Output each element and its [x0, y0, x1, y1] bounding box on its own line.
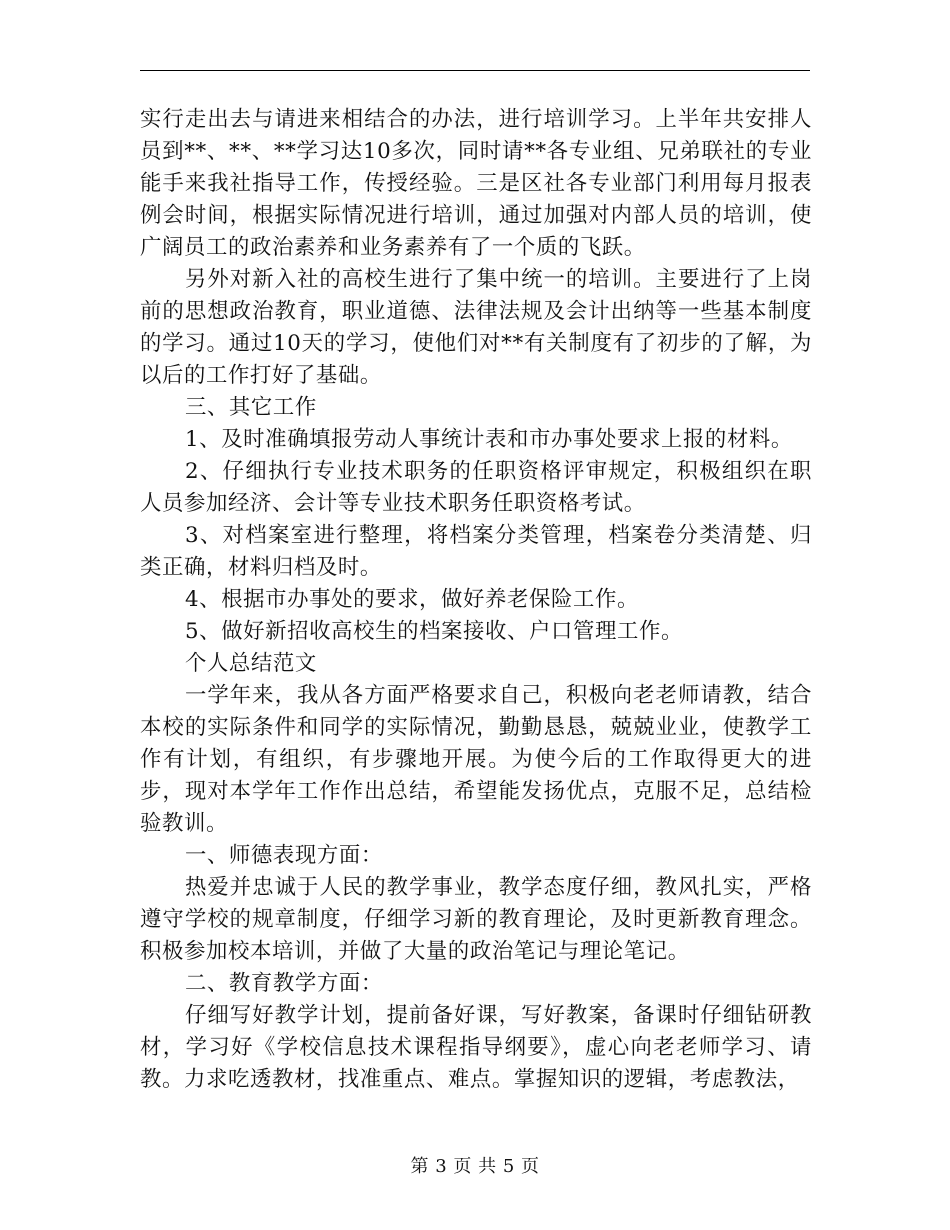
paragraph: 1、及时准确填报劳动人事统计表和市办事处要求上报的材料。 [184, 427, 793, 452]
paragraph: 一、师德表现方面： [184, 843, 383, 868]
body-text [140, 104, 812, 1096]
paragraph: 个人总结范文 [184, 651, 317, 676]
paragraph: 仔细写好教学计划，提前备好课，写好教案，备课时仔细钻研教材，学习好《学校信息技术课程指导纲要》，虚心向老老师学习、请教。力求吃透教材，找准重点、难点。掌握知识的逻辑，考虑教法， [140, 1003, 812, 1092]
page-footer: 第 3 页 共 5 页 [410, 1156, 540, 1177]
paragraph: 5、做好新招收高校生的档案接收、户口管理工作。 [184, 619, 683, 644]
paragraph: 3、对档案室进行整理，将档案分类管理，档案卷分类清楚、归类正确，材料归档及时。 [140, 523, 812, 580]
paragraph: 2、仔细执行专业技术职务的任职资格评审规定，积极组织在职人员参加经济、会计等专业技术职务任职资格考试。 [140, 459, 812, 516]
paragraph: 另外对新入社的高校生进行了集中统一的培训。主要进行了上岗前的思想政治教育，职业道德、法律法规及会计出纳等一些基本制度的学习。通过10天的学习，使他们对**有关制度有了初步的了解，为以后的工作打好了基础。 [140, 267, 812, 388]
paragraph: 三、其它工作 [184, 395, 317, 420]
paragraph: 二、教育教学方面： [184, 971, 383, 996]
header-rule [140, 70, 810, 71]
paragraph: 热爱并忠诚于人民的教学事业，教学态度仔细，教风扎实，严格遵守学校的规章制度，仔细学习新的教育理论，及时更新教育理念。积极参加校本培训，并做了大量的政治笔记与理论笔记。 [140, 875, 812, 964]
paragraph: 一学年来，我从各方面严格要求自己，积极向老老师请教，结合本校的实际条件和同学的实际情况，勤勤恳恳，兢兢业业，使教学工作有计划，有组织，有步骤地开展。为使今后的工作取得更大的进步，现对本学年工作作出总结，希望能发扬优点，克服不足，总结检验教训。 [140, 683, 812, 836]
paragraph: 实行走出去与请进来相结合的办法，进行培训学习。上半年共安排人员到**、**、**学习达10多次，同时请**各专业组、兄弟联社的专业能手来我社指导工作，传授经验。三是区社各专业部门利用每月报表例会时间，根据实际情况进行培训，通过加强对内部人员的培训，使广阔员工的政治素养和业务素养有了一个质的飞跃。 [140, 107, 812, 260]
paragraph: 4、根据市办事处的要求，做好养老保险工作。 [184, 587, 639, 612]
